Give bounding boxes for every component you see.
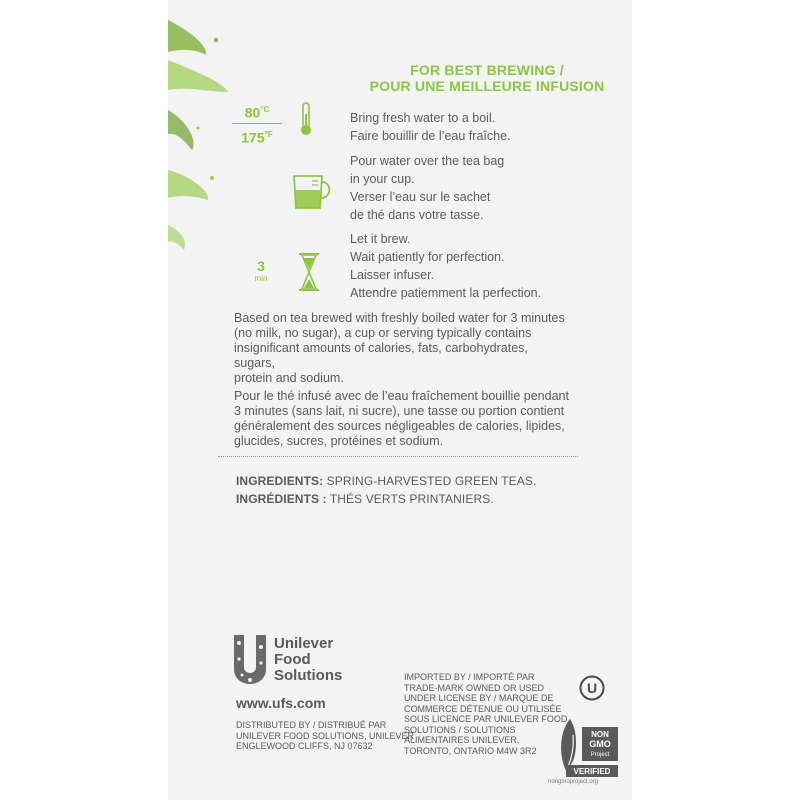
nutrition-en-line: protein and sodium. [234, 371, 344, 385]
distributed-by [236, 720, 416, 752]
imported-line: UNDER LICENSE BY / MARQUE DE [404, 693, 554, 703]
celsius-value: 80 [244, 104, 261, 121]
imported-line: SOLUTIONS / SOLUTIONS [404, 724, 516, 735]
imported-line: IMPORTED BY / IMPORTÉ PAR [404, 672, 535, 682]
step-3 [350, 230, 541, 302]
brand-line: Unilever [274, 635, 334, 652]
ingredients-fr-label: INGRÉDIENTS : [236, 492, 327, 506]
nongmo-verified: VERIFIED [573, 767, 611, 776]
imported-line: ALIMENTAIRES UNILEVER, [404, 735, 520, 745]
step-3-en-line1: Let it brew. [350, 232, 411, 246]
nongmo-line1: NON [591, 730, 609, 739]
kosher-mark: U [586, 680, 598, 696]
nutrition-fr-line: généralement des sources négligeables de calories, lipides, [234, 419, 565, 433]
step-2-en-line1: Pour water over the tea bag [350, 154, 505, 168]
nutrition-text-fr [234, 389, 570, 449]
nutrition-en-line: Based on tea brewed with freshly boiled water for 3 minutes [234, 311, 565, 325]
nutrition-text-en [234, 311, 570, 386]
nongmo-url: nongmoproject.org [548, 779, 599, 785]
hourglass-icon [298, 252, 320, 292]
website: www.ufs.com [236, 695, 326, 711]
nutrition-fr-line: 3 minutes (sans lait, ni sucre), une tasse ou portion contient [234, 404, 565, 418]
tea-box-back-panel [168, 0, 632, 800]
step-2-en-line2: in your cup. [350, 172, 415, 186]
unilever-u-logo [230, 633, 270, 693]
step-3-fr-line1: Laisser infuser. [350, 268, 435, 282]
ingredients-fr [236, 491, 494, 507]
nongmo-line3: Project [590, 752, 610, 758]
imported-line: TORONTO, ONTARIO M4W 3R2 [404, 745, 537, 756]
brew-time-value: 3 [257, 258, 265, 274]
measuring-cup-icon [288, 172, 334, 212]
celsius-unit: °C [260, 105, 270, 114]
nutrition-en-line: insignificant amounts of calories, fats, carbohydrates, sugars, [234, 341, 528, 370]
fahrenheit-unit: °F [264, 129, 273, 139]
nutrition-fr-line: glucides, sucres, protéines et sodium. [234, 434, 444, 448]
step-1-en: Bring fresh water to a boil. [350, 111, 496, 125]
nutrition-fr-line: Pour le thé infusé avec de l’eau fraîchement bouillie pendant [234, 389, 569, 403]
ingredients-en-label: INGREDIENTS: [236, 474, 324, 488]
step-3-fr-line2: Attendre patiemment la perfection. [350, 286, 542, 300]
nongmo-line2: GMO [589, 739, 611, 749]
brand-line: Solutions [274, 667, 343, 684]
brew-time-label [246, 258, 276, 284]
brewing-title-en: FOR BEST BREWING / [410, 62, 564, 78]
step-2-fr-line2: de thé dans votre tasse. [350, 208, 484, 222]
nutrition-en-line: (no milk, no sugar), a cup or serving typically contains [234, 326, 532, 340]
step-2-fr-line1: Verser l’eau sur le sachet [350, 190, 491, 204]
step-3-en-line2: Wait patiently for perfection. [350, 250, 505, 264]
step-1-fr: Faire bouillir de l’eau fraîche. [350, 129, 511, 143]
brand-line: Food [274, 651, 311, 668]
fahrenheit-value: 175 [241, 129, 265, 146]
kosher-certification-icon [579, 675, 605, 701]
thermometer-icon [298, 102, 314, 136]
distributed-line: DISTRIBUTED BY / DISTRIBUÉ PAR [236, 720, 387, 730]
ingredients-en-value: SPRING-HARVESTED GREEN TEAS. [323, 474, 537, 488]
brewing-title [352, 62, 622, 94]
non-gmo-project-badge [552, 713, 624, 783]
brand-name [274, 636, 342, 684]
ingredients-en [236, 473, 536, 489]
ingredients-fr-value: THÉS VERTS PRINTANIERS. [326, 492, 494, 506]
brew-time-unit: min [254, 274, 268, 283]
step-2 [350, 152, 504, 224]
temperature-label [232, 102, 282, 145]
step-1 [350, 109, 511, 145]
brewing-title-fr: POUR UNE MEILLEURE INFUSION [369, 78, 605, 94]
distributed-line: ENGLEWOOD CLIFFS, NJ 07632 [236, 741, 373, 751]
imported-line: COMMERCE DÉTENUE OU UTILISÉE [404, 703, 562, 714]
distributed-line: UNILEVER FOOD SOLUTIONS, UNILEVER [236, 730, 415, 741]
dotted-divider [218, 456, 578, 457]
imported-line: SOUS LICENCE PAR UNILEVER FOOD [404, 714, 568, 724]
imported-line: TRADE-MARK OWNED OR USED [404, 682, 545, 693]
